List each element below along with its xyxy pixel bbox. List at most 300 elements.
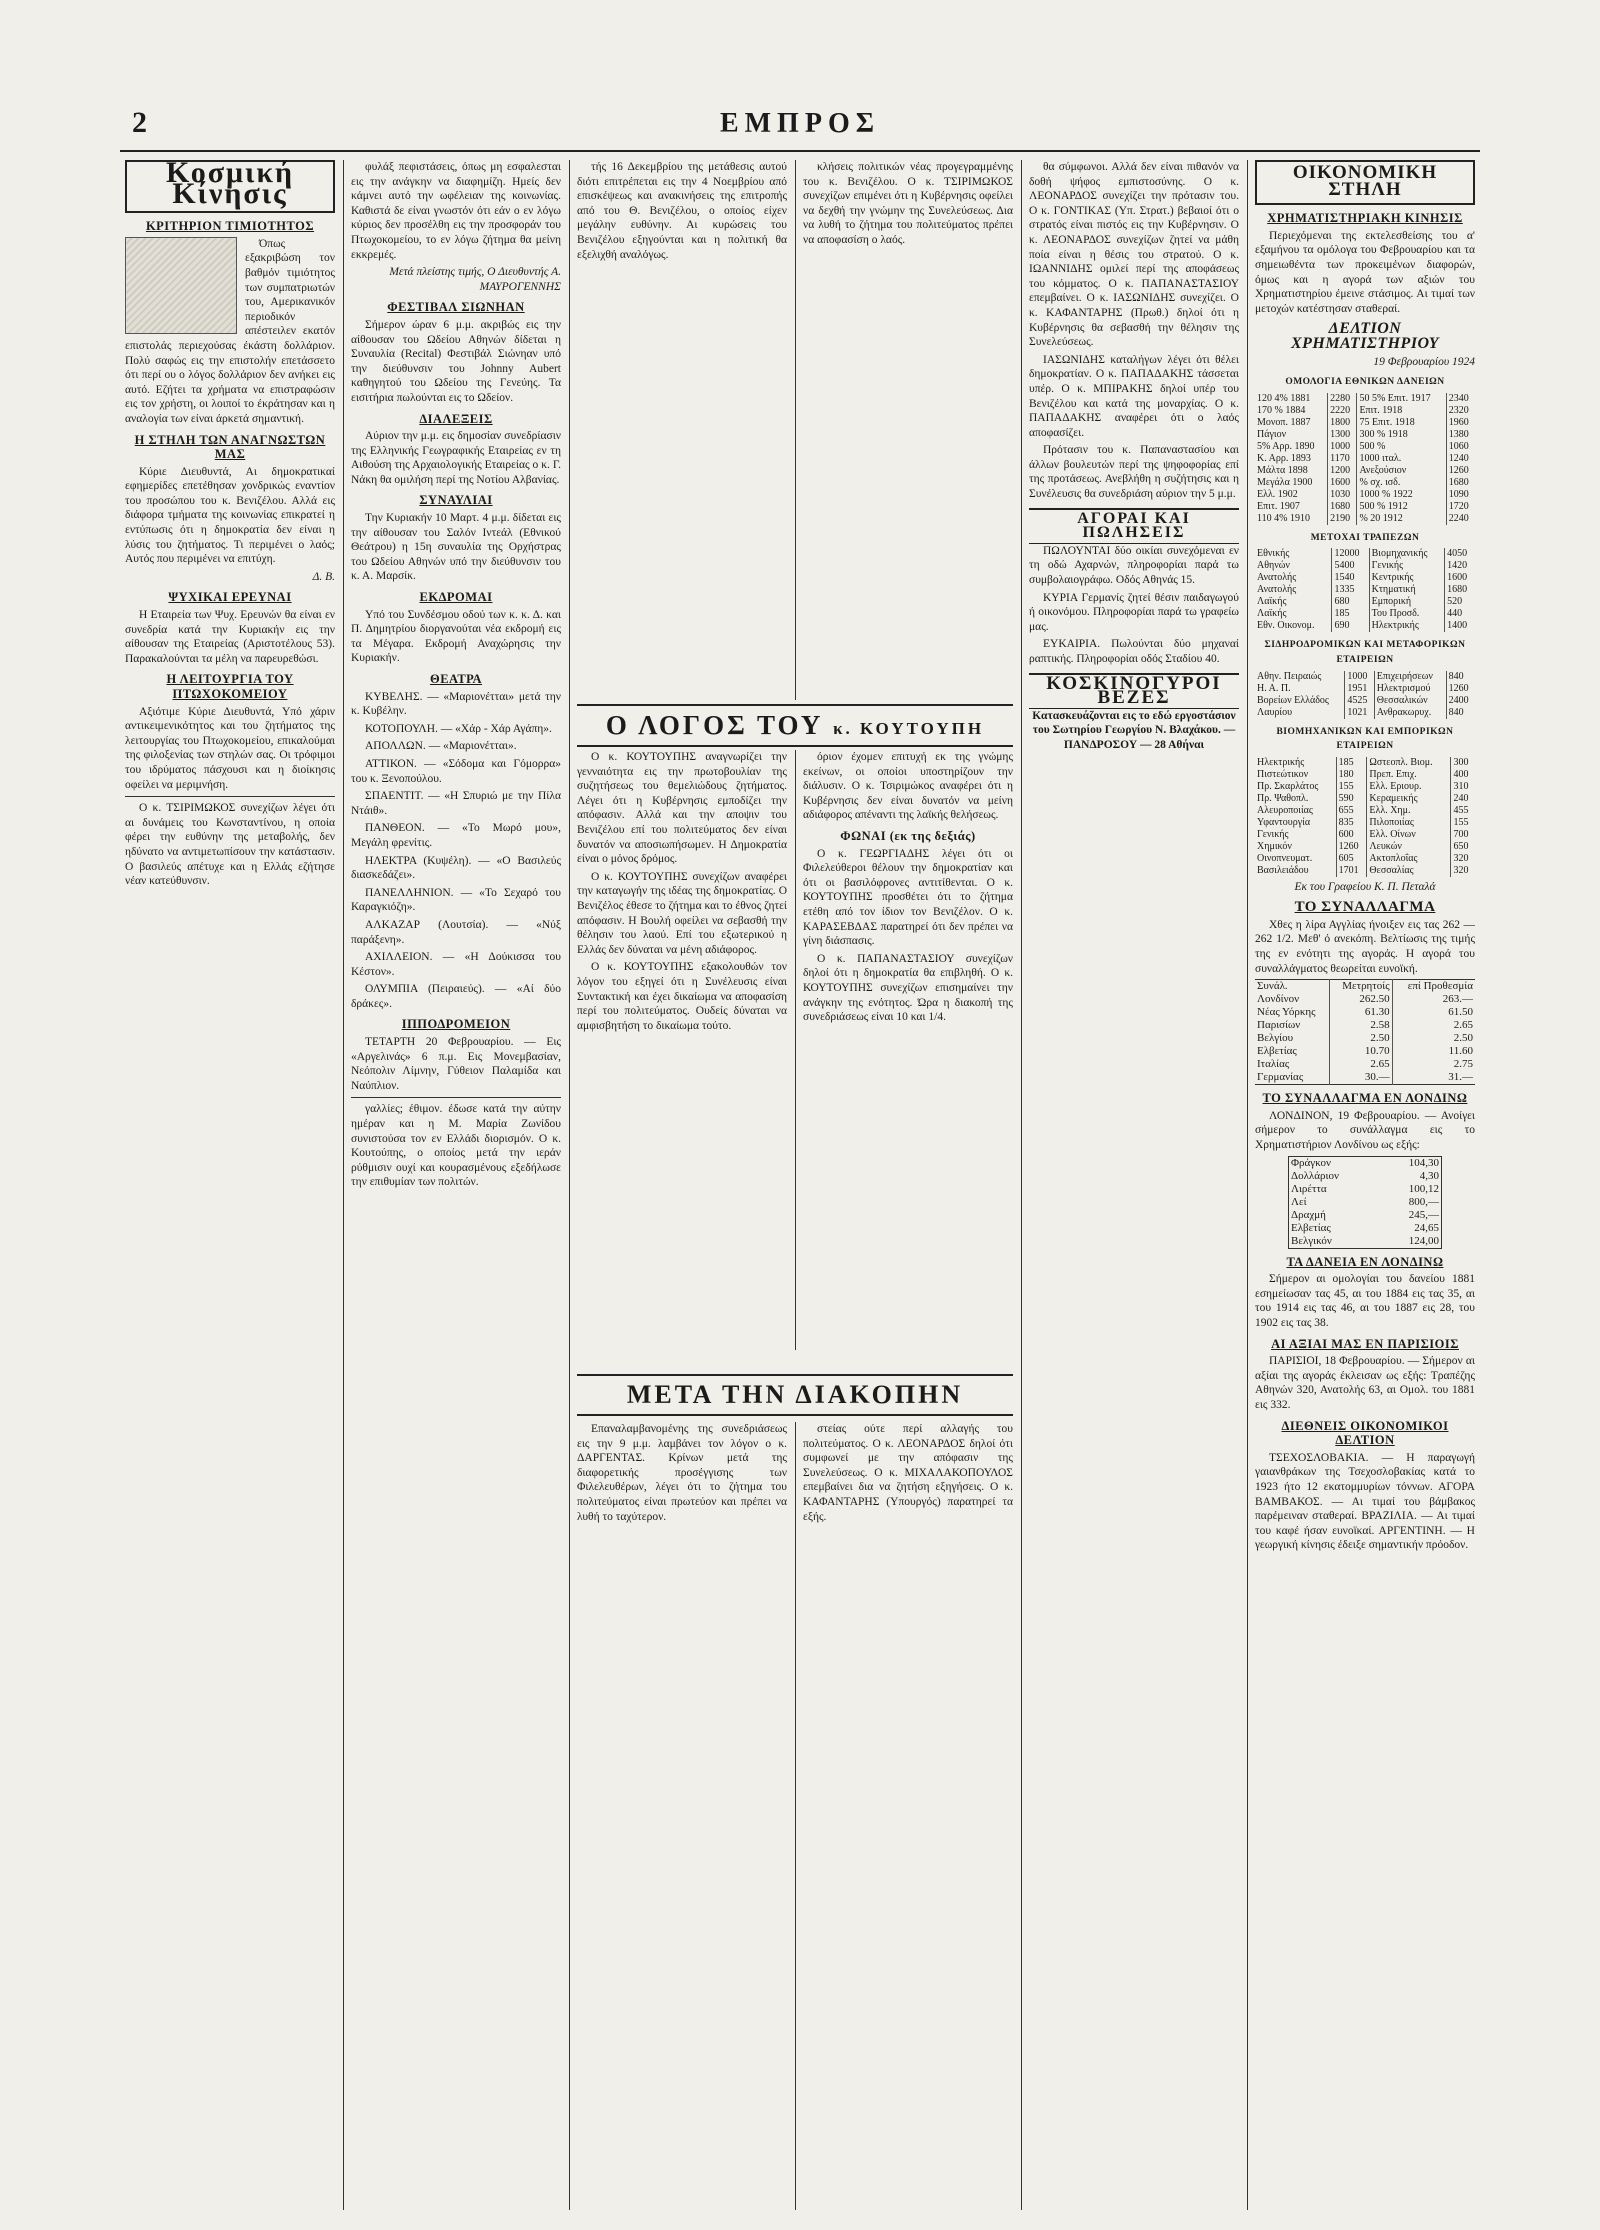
column-3-bottom: [577, 1422, 787, 2210]
article-text: Κύριε Διευθυντά, Αι δημοκρατικαί εφημερίδες επετέθησαν χονδρικώς εναντίον του προσώπου του κ. Βενιζέλου. Αλλά εις διάφορα τμήματα της κοινωνίας επικρατεί η εντύπωσις ότι η δημοκρατία δεν είναι η λύσις του ζητήματος. Τι περιμένει ο λαός; Αυτός που περιμένει να επιτύχη.: [125, 465, 335, 566]
article-text: Όπως εξακριβώση τον βαθμόν τιμιότητος των συμπατριωτών του, Αμερικανικόν περιοδικόν απέστειλεν εκατόν επιστολάς περιεχούσας έκάστη δολλάριον. Πολύ σαφώς εις την επιστολήν επετάσσετο ότι περί ου ο λόγος δολλάριον δεν ανήκει εις αυτό. Εζήτει τα χρήματα να επιστραφώσιν εις τον χρήστη, οι λοιποί το έκράτησαν και η αναλογία των είναι άρκετά σημαντική.: [125, 237, 335, 425]
table-cell: 2.50: [1453, 1032, 1473, 1045]
article-text: ΛΟΝΔΙΝΟΝ, 19 Φεβρουαρίου. — Ανοίγει σήμερον το συνάλλαγμα εις το Χρηματιστήριον Λονδίνου ως εξής:: [1255, 1109, 1475, 1152]
table-title: ΣΙΔΗΡΟΔΡΟΜΙΚΩΝ ΚΑΙ ΜΕΤΑΦΟΡΙΚΩΝ ΕΤΑΙΡΕΙΩΝ: [1264, 640, 1466, 665]
table-row: [1255, 707, 1475, 719]
table-row: [1255, 393, 1475, 405]
table-row: [1289, 1170, 1442, 1183]
table-row: [1255, 793, 1475, 805]
article-title: ΔΙΕΘΝΕΙΣ ΟΙΚΟΝΟΜΙΚΟΙ ΔΕΛΤΙΟΝ: [1281, 1418, 1449, 1448]
article-text: Ο κ. ΠΑΠΑΝΑΣΤΑΣΙΟΥ συνεχίζων δηλοί ότι η δημοκρατία θα επιβληθή. Ο κ. ΚΟΥΤΟΥΠΗΣ συνεχίζων επισημαίνει την ανάγκην της ενότητος. Ώρα η διακοπή της συνεδριάσεως είναι 10 και 1/4.: [803, 952, 1013, 1024]
table-cell: Λευκών: [1367, 841, 1451, 853]
article-text: φυλάξ πεφιστάσεις, όπως μη εσφαλεσται εις την ανάγκην να διαφημίζη. Ημείς δεν κάμνει αυτό την ωφέλειαν της κοινωνίας. Καθιστά δε είναι γνωστόν ότι εάν ο εν λόγω κύριος δεν προσέλθη εις την προσφοράν του Πτωχοκομείου, το εν λόγω ζήτημα θα μείνη εκκρεμές.: [351, 161, 561, 261]
table-cell: 2340: [1448, 392, 1469, 404]
article-title: ΔΙΑΛΕΞΕΙΣ: [419, 411, 493, 426]
table-row: [1255, 477, 1475, 489]
speech-banner: [577, 704, 1013, 747]
table-cell: 2400: [1448, 694, 1469, 706]
session-banner: ΜΕΤΑ ΤΗΝ ΔΙΑΚΟΠΗΝ: [577, 1374, 1013, 1416]
classifieds-title: ΑΓΟΡΑΙ ΚΑΙ ΠΩΛΗΣΕΙΣ: [1029, 508, 1239, 544]
session-banner-block: [577, 1370, 1013, 1422]
table-cell: 520: [1447, 596, 1463, 608]
table-cell: 700: [1453, 828, 1469, 840]
table-row: [1255, 671, 1475, 683]
table-cell: Εθν. Οικονομ.: [1255, 620, 1332, 632]
table-cell: 170 % 1884: [1255, 405, 1328, 417]
article-text: Ο κ. ΤΣΙΡΙΜΩΚΟΣ συνεχίζων λέγει ότι αι δυνάμεις του Κωνσταντίνου, η οποία φέρει την ευθύνην της μεταβολής, δεν ηδύνατο να αντιμετωπίσουν την κατάστασιν. Ο βασιλεύς απέτυχε και η Ελλάς εζήτησε νέαν κατεύθυνσιν.: [125, 802, 335, 888]
table-cell: Αθηνών: [1255, 560, 1332, 572]
table-cell: 2.58: [1330, 1019, 1392, 1032]
table-cell: Επιτ. 1907: [1255, 501, 1328, 513]
table-cell: Βελγικόν: [1291, 1234, 1332, 1247]
table-cell: 835: [1336, 817, 1367, 829]
table-cell: 155: [1336, 781, 1367, 793]
table-cell: 11.60: [1448, 1045, 1473, 1058]
table-row: [1255, 1006, 1475, 1019]
table-cell: 4,30: [1419, 1169, 1439, 1182]
table-cell: 840: [1448, 670, 1464, 682]
table-cell: Οινοπνευματ.: [1255, 853, 1336, 865]
table-title: ΜΕΤΟΧΑΙ ΤΡΑΠΕΖΩΝ: [1310, 532, 1420, 543]
table-row: [1255, 489, 1475, 501]
section-header-social: [125, 160, 335, 213]
table-row: [1255, 560, 1475, 572]
columns: [125, 160, 1475, 2210]
table-cell: 1030: [1328, 489, 1357, 501]
table-cell: Λεί: [1291, 1195, 1307, 1208]
article-title: ΤΟ ΣΥΝΑΛΛΑΓΜΑ ΕΝ ΛΟΝΔΙΝΩ: [1262, 1091, 1468, 1106]
table-cell: 1000 % 1922: [1357, 489, 1446, 501]
table-cell: Ελβετίας: [1291, 1221, 1331, 1234]
article-text: Ο κ. ΚΟΥΤΟΥΠΗΣ συνεχίζων αναφέρει την καταγωγήν της ιδέας της δημοκρατίας. Ο Βενιζέλος έθεσε το ζήτημα και το έθνος ζητεί απόφασιν. Η Βουλή οφείλει να σεβασθή την θέλησιν του λαού. Επί του εξωτερικού η Ελλάς δεν δύναται να μένη αδιάφορος.: [577, 870, 787, 956]
article-title: Η ΣΤΗΛΗ ΤΩΝ ΑΝΑΓΝΩΣΤΩΝ ΜΑΣ: [134, 432, 326, 462]
divider: [351, 1097, 561, 1098]
article-title: ΔΕΛΤΙΟΝ ΧΡΗΜΑΤΙΣΤΗΡΙΟΥ: [1290, 320, 1440, 352]
exchange-rates-table: [1255, 979, 1475, 1085]
table-row: [1255, 695, 1475, 707]
article-title: ΦΕΣΤΙΒΑΛ ΣΙΩΝΗΑΝ: [387, 300, 525, 315]
table-cell: Λαϊκής: [1255, 608, 1332, 620]
table-cell: Ελλ. Οίνων: [1367, 829, 1451, 841]
article-text: Περιεχόμεναι της εκτελεσθείσης του α' εξαμήνου τα ομόλογα του Φεβρουαρίου και τα σημειωθέντα των προκειμένων διαφορών, όμως και η αγορά των αξιών του Χρηματιστηρίου έμεινε στάσιμος. Αι τιμαί των μετοχών κατέστησαν σταθεραί.: [1255, 229, 1475, 315]
article-text: ΤΣΕΧΟΣΛΟΒΑΚΙΑ. — Η παραγωγή γαιανθράκων της Τσεχοσλοβακίας κατά το 1923 ήτο 12 εκατομμυρίων τόννων. ΑΓΟΡΑ ΒΑΜΒΑΚΟΣ. — Αι τιμαί του βάμβακος παρέμειναν σταθεραί. ΒΡΑΖΙΛΙΑ. — Αι τιμαί του καφέ ήσαν ευνοϊκαί. ΑΡΓΕΝΤΙΝΗ. — Η γεωργική κίνησις έδειξε σημαντικήν πρόοδον.: [1255, 1451, 1475, 1552]
table-cell: Βιομηχανικής: [1369, 548, 1444, 560]
article-title: ΣΥΝΑΥΛΙΑΙ: [419, 493, 493, 508]
article-title: ΤΑ ΔΑΝΕΙΑ ΕΝ ΛΟΝΔΙΝΩ: [1286, 1254, 1444, 1269]
classified-ad: ΚΥΡΙΑ Γερμανίς ζητεί θέσιν παιδαγωγού ή οικονόμου. Πληροφορίαι παρά τω γραφείω μας.: [1029, 591, 1239, 633]
table-cell: Ωστεοπλ. Βιομ.: [1367, 757, 1451, 769]
table-cell: 2.65: [1330, 1058, 1392, 1071]
table-cell: Λιρέττα: [1291, 1182, 1327, 1195]
table-cell: Παρισίων: [1255, 1019, 1330, 1032]
table-cell: 24,65: [1414, 1221, 1439, 1234]
table-cell: Δολλάριον: [1291, 1169, 1339, 1182]
table-cell: Πιστεώτικον: [1255, 769, 1336, 781]
column-1: [125, 160, 335, 2210]
table-cell: Χημικόν: [1255, 841, 1336, 853]
section-header-financial: [1255, 160, 1475, 205]
table-cell: 5% Αρρ. 1890: [1255, 441, 1328, 453]
column-divider: [1247, 160, 1248, 2210]
table-cell: 1090: [1448, 488, 1469, 500]
table-cell: 110 4% 1910: [1255, 513, 1328, 525]
table-cell: 4050: [1447, 548, 1468, 560]
table-row: [1255, 841, 1475, 853]
table-cell: 1000 ιταλ.: [1357, 453, 1446, 465]
table-row: [1255, 441, 1475, 453]
table-cell: Λαϊκής: [1255, 596, 1332, 608]
table-cell: Κεντρικής: [1369, 572, 1444, 584]
column-6: [1255, 160, 1475, 2210]
article-title: ΙΠΠΟΔΡΟΜΕΙΟΝ: [401, 1017, 511, 1032]
table-cell: 120 4% 1881: [1255, 393, 1328, 405]
table-cell: Θεσσαλίας: [1367, 865, 1451, 877]
table-row: [1255, 1032, 1475, 1045]
article-text: Ο κ. ΓΕΩΡΓΙΑΔΗΣ λέγει ότι οι Φιλελεύθεροι θέλουν την δημοκρατίαν και ότι οι βασιλόφρονες αντιτίθενται. Ο κ. ΚΟΥΤΟΥΠΗΣ προσθέτει ότι το ζήτημα ετέθη από τον ίδιον τον Βενιζέλον. Ο κ. ΚΑΡΑΣΕΒΔΑΣ παρατηρεί ότι δεν πρέπει να γίνη διάσπασις.: [803, 847, 1013, 948]
table-cell: 12000: [1332, 548, 1369, 560]
banks-table: [1255, 548, 1475, 632]
interjection-heading: ΦΩΝΑΙ (εκ της δεξιάς): [840, 828, 976, 843]
table-row: [1255, 817, 1475, 829]
table-cell: 1540: [1332, 572, 1369, 584]
article-title: ΨΥΧΙΚΑΙ ΕΡΕΥΝΑΙ: [168, 590, 292, 605]
table-cell: Ελλ. 1902: [1255, 489, 1328, 501]
article-text: Υπό του Συνδέσμου οδού των κ. κ. Δ. και Π. Δημητρίου διοργανούται νέα εκδρομή εις τα Μέγαρα. Εκδρομή Αναχώρησις την Κυριακήν.: [351, 608, 561, 665]
table-cell: 690: [1332, 620, 1369, 632]
table-title: ΟΜΟΛΟΓΙΑ ΕΘΝΙΚΩΝ ΔΑΝΕΙΩΝ: [1285, 377, 1445, 388]
article-text: όριον έχομεν επιτυχή εκ της γνώμης εκείνων, οι οποίοι υποστηρίζουν την διάλυσιν. Ο κ. Τσιριμώκος αναφέρει ότι η Κυβέρνησις δεν είναι δυνατόν να μείνη αδιάφορος απέναντι της λαϊκής θελήσεως.: [803, 751, 1013, 822]
article-title: ΧΡΗΜΑΤΙΣΤΗΡΙΑΚΗ ΚΙΝΗΣΙΣ: [1267, 211, 1463, 226]
table-cell: Δραχμή: [1291, 1208, 1326, 1221]
column-divider: [343, 160, 344, 2210]
table-cell: 650: [1453, 840, 1469, 852]
table-cell: 245,—: [1408, 1208, 1439, 1221]
article-text: Ο κ. ΚΟΥΤΟΥΠΗΣ εξακολουθών τον λόγον του εξηγεί ότι η Συνέλευσις είναι Συντακτική και έχει δικαίωμα να αποφασίση περί του πολιτεύματος. Ουδείς δύναται να αμφισβητήση το δικαίωμα τούτο.: [577, 961, 787, 1032]
table-cell: Υφαντουργία: [1255, 817, 1336, 829]
table-cell: Ελβετίας: [1255, 1045, 1330, 1058]
table-cell: Αλευροποιίας: [1255, 805, 1336, 817]
table-row: [1255, 1019, 1475, 1032]
table-cell: Ιταλίας: [1255, 1058, 1330, 1071]
theatre-listing: ΟΛΥΜΠΙΑ (Πειραιεύς). — «Αί δύο δράκες».: [351, 983, 561, 1010]
table-cell: Του Προσδ.: [1369, 608, 1444, 620]
table-cell: Αθην. Πειραιώς: [1255, 671, 1345, 683]
table-cell: 1420: [1447, 560, 1468, 572]
theatre-listing: ΑΤΤΙΚΟΝ. — «Σόδομα και Γόμορρα» του κ. Ξενοπούλου.: [351, 757, 561, 785]
classified-ad: ΕΥΚΑΙΡΙΑ. Πωλούνται δύο μηχαναί ραπτικής. Πληροφορίαι οδός Σταδίου 40.: [1029, 638, 1239, 665]
article-title: Η ΛΕΙΤΟΥΡΓΙΑ ΤΟΥ ΠΤΩΧΟΚΟΜΕΙΟΥ: [166, 672, 294, 701]
table-title: ΒΙΟΜΗΧΑΝΙΚΩΝ ΚΑΙ ΕΜΠΟΡΙΚΩΝ ΕΤΑΙΡΕΙΩΝ: [1276, 726, 1454, 752]
table-cell: 655: [1336, 805, 1367, 817]
column-divider: [795, 160, 796, 700]
table-cell: 680: [1332, 596, 1369, 608]
table-cell: Κεραμεικής: [1367, 793, 1451, 805]
table-cell: 5400: [1332, 560, 1369, 572]
page-number: 2: [132, 106, 147, 139]
column-divider: [569, 160, 570, 2210]
theatre-listing: ΑΧΙΛΛΕΙΟΝ. — «Η Δούκισσα του Κέστον».: [351, 951, 561, 978]
theatre-listing: ΠΑΝΕΛΛΗΝΙΟΝ. — «Το Σεχαρό του Καραγκιόζη».: [351, 886, 561, 914]
table-cell: 263.—: [1442, 993, 1473, 1006]
table-row: [1255, 853, 1475, 865]
table-cell: 104,30: [1408, 1156, 1439, 1169]
table-row: [1255, 405, 1475, 417]
table-cell: 185: [1332, 608, 1369, 620]
theatre-listing: ΗΛΕΚΤΡΑ (Κυψέλη). — «Ο Βασιλεύς διασκεδάζει».: [351, 854, 561, 882]
table-cell: Ανεξούσιον: [1357, 465, 1446, 477]
table-cell: 2.65: [1453, 1019, 1473, 1032]
table-cell: Γενικής: [1255, 829, 1336, 841]
top-rule: [120, 150, 1480, 152]
table-cell: 30.—: [1330, 1071, 1392, 1085]
transport-table: [1255, 671, 1475, 719]
table-cell: 1380: [1448, 428, 1469, 440]
table-cell: 2190: [1328, 513, 1357, 525]
article-text: ΠΑΡΙΣΙΟΙ, 18 Φεβρουαρίου. — Σήμερον αι αξίαι της αγοράς έκλεισαν ως εξής: Τραπέζης Αθηνών 320, Ανατολής 63, αι Ομολ. του 1881 εις 332.: [1255, 1355, 1475, 1411]
table-cell: 31.—: [1448, 1071, 1473, 1084]
table-cell: 1701: [1336, 865, 1367, 877]
table-cell: Επιχειρήσεων: [1374, 671, 1446, 683]
section-title: Κοσμική Κίνησις: [165, 160, 295, 210]
speech-banner-block: [577, 700, 1013, 753]
article-text: γαλλίες; έθιμον. έδωσε κατά την αύτην ημέραν και η Μ. Μαρία Ζωνίδου συνιστούσα τον εν Ελλάδι διορισμόν. Ο κ. Κουτούπης, ο οποίος μετά την ιεράν ρύθμισιν ουχί και κουρασμένους εξεδήλωσε την επιθυμίαν των πολιτών.: [351, 1103, 561, 1189]
table-cell: Ακτοπλοΐας: [1367, 853, 1451, 865]
table-cell: 61.50: [1448, 1006, 1473, 1019]
table-row: [1289, 1183, 1442, 1196]
table-row: [1255, 501, 1475, 513]
table-cell: Πρ. Ψαθοπλ.: [1255, 793, 1336, 805]
table-row: [1255, 429, 1475, 441]
table-cell: Πιλοποιίας: [1367, 817, 1451, 829]
article-text: τής 16 Δεκεμβρίου της μετάθεσις αυτού διότι επιτρέπεται εις την 4 Νοεμβρίου από επισκέψεως και ανακινήσεις της επιτροπής από του Θ. Βενιζέλου, ο οποίος είχεν μεγάλην ευθύνην. Αι κυρώσεις του Βενιζέλου εξηγούνται και η πολιτική θα εξελιχθή αναλόγως.: [577, 161, 787, 261]
table-row: [1255, 683, 1475, 695]
table-row: [1255, 584, 1475, 596]
table-cell: 1000: [1345, 671, 1374, 683]
table-row: [1255, 465, 1475, 477]
table-cell: 500 % 1912: [1357, 501, 1446, 513]
table-cell: 440: [1447, 608, 1463, 620]
advertisement-text: Κατασκευάζονται εις το εδώ εργοστάσιον του Σωτηρίου Γεωργίου Ν. Βλαχάκου. — ΠΑΝΔΡΟΣΟΥ — 28 Αθήναι: [1032, 709, 1236, 751]
table-row: [1255, 596, 1475, 608]
table-cell: Πάγιον: [1255, 429, 1328, 441]
table-cell: 400: [1453, 768, 1469, 780]
table-cell: 185: [1336, 757, 1367, 769]
table-cell: 500 %: [1357, 441, 1446, 453]
article-text: κλήσεις πολιτικών νέας προγεγραμμένης του κ. Βενιζέλου. Ο κ. ΤΣΙΡΙΜΩΚΟΣ συνεχίζων επιμένει ότι η Κυβέρνησις οφείλει να δεχθή την γνώμην της Συνελεύσεως. Δια να λυθή το ζήτημα του πολιτεύματος πρέπει να αποφασίση ο λαός.: [803, 161, 1013, 246]
column-2: [351, 160, 561, 2210]
column-4-bottom: [803, 1422, 1013, 2210]
article-text: Την Κυριακήν 10 Μαρτ. 4 μ.μ. δίδεται εις την αίθουσαν του Σαλόν Ιντεάλ (Εθνικού Θεάτρου) η 15η συναυλία της Ορχήστρας του Ωδείου Αθηνών υπό την διεύθυνσιν του κ. Α. Μαρσίκ.: [351, 512, 561, 583]
column-divider: [1021, 160, 1022, 2210]
table-cell: Κ. Αρρ. 1893: [1255, 453, 1328, 465]
table-cell: 61.30: [1330, 1006, 1392, 1019]
table-cell: Η. Α. Π.: [1255, 683, 1345, 695]
table-cell: 1800: [1328, 417, 1357, 429]
article-text: Σήμερον αι ομολογίαι του δανείου 1881 εσημείωσαν τας 45, αι του 1884 εις τας 35, αι του 1914 εις τας 46, αι του 1887 εις 28, του 1902 εις τας 38.: [1255, 1273, 1475, 1329]
bulletin-date: 19 Φεβρουαρίου 1924: [1373, 355, 1475, 368]
theatre-listing: ΚΟΤΟΠΟΥΛΗ. — «Χάρ - Χάρ Αγάπη».: [365, 722, 552, 735]
table-cell: Λονδίνον: [1255, 993, 1330, 1006]
table-cell: 1960: [1448, 416, 1469, 428]
table-cell: 75 Επιτ. 1918: [1357, 417, 1446, 429]
article-text: Επαναλαμβανομένης της συνεδριάσεως εις την 9 μ.μ. λαμβάνει τον λόγον ο κ. ΔΑΡΓΕΝΤΑΣ. Κρίνων μετά της διαφορετικής προσέγγισης των Φιλελευθέρων, λέγει ότι το ζήτημα του πολιτεύματος είναι πρωτεύον και πρέπει να λυθή το ταχύτερον.: [577, 1423, 787, 1523]
article-text: Χθες η λίρα Αγγλίας ήνοιξεν εις τας 262 — 262 1/2. Μεθ' ό ανεκόπη. Βελτίωσις της τιμής της εν ενότητι της αγοράς. Η αγορά του συναλλάγματος θεωρείται ευνοϊκή.: [1255, 918, 1475, 975]
column-divider: [795, 750, 796, 1350]
divider: [125, 796, 335, 797]
london-rates-table: [1288, 1156, 1442, 1249]
table-cell: 155: [1453, 816, 1469, 828]
table-cell: 1335: [1332, 584, 1369, 596]
table-row: [1255, 513, 1475, 525]
theatre-listing: ΑΛΚΑΖΑΡ (Λουτσία). — «Νύξ παράξενη».: [351, 918, 561, 946]
table-cell: Ελλ. Εριουρ.: [1367, 781, 1451, 793]
table-cell: Πρ. Σκαρλάτος: [1255, 781, 1336, 793]
table-cell: Ηλεκτρισμού: [1374, 683, 1446, 695]
table-cell: 262.50: [1330, 993, 1392, 1006]
table-row: [1255, 620, 1475, 632]
table-cell: Ηλεκτρικής: [1369, 620, 1444, 632]
illustration-image: [125, 237, 237, 334]
table-cell: 2.75: [1453, 1058, 1473, 1071]
table-cell: % 20 1912: [1357, 513, 1446, 525]
table-cell: 300 % 1918: [1357, 429, 1446, 441]
table-cell: 100,12: [1408, 1182, 1439, 1195]
column-divider: [795, 1422, 796, 2210]
table-cell: 320: [1453, 864, 1469, 876]
table-cell: 320: [1453, 852, 1469, 864]
rates-header: Συνάλ.: [1255, 980, 1330, 994]
table-row: [1255, 572, 1475, 584]
article-text: Πρότασιν του κ. Παπαναστασίου και άλλων βουλευτών περί της ψηφοφορίας επί της προτάσεως. Ανεβλήθη η συζήτησις και η Συνέλευσις θα συνεδριάση αύριον την 5 μ.μ.: [1029, 444, 1239, 501]
table-cell: 124,00: [1408, 1234, 1439, 1247]
table-row: [1255, 781, 1475, 793]
table-cell: 4525: [1345, 695, 1374, 707]
table-cell: Μάλτα 1898: [1255, 465, 1328, 477]
theatre-listing: ΠΑΝΘΕΟΝ. — «Το Μωρό μου», Μεγάλη φρενίτις.: [351, 822, 561, 849]
article-text: ΙΑΣΩΝΙΔΗΣ καταλήγων λέγει ότι θέλει δημοκρατίαν. Ο κ. ΠΑΠΑΔΑΚΗΣ τάσσεται υπέρ. Ο κ. ΜΠΙΡΑΚΗΣ δηλοί υπέρ του Βενιζέλου και κατά της μοναρχίας. Ο κ. ΠΑΠΑΔΑΚΗΣ αναφέρει ότι ο λαός αποφασίζει.: [1029, 353, 1239, 439]
table-cell: 1600: [1328, 477, 1357, 489]
speech-banner-suffix: κ. ΚΟΥΤΟΥΠΗ: [833, 719, 985, 738]
article-text: Αύριον την μ.μ. εις δημοσίαν συνεδρίασιν της Ελληνικής Γεωγραφικής Εταιρείας εν τη Αιθούση της Αρχαιολογικής Εταιρείας ο κ. Γ. Νάκη θα ομιλήση περί της Νοτίου Αλβανίας.: [351, 430, 561, 486]
article-title: ΕΚΔΡΟΜΑΙ: [419, 590, 493, 605]
article-title: ΑΙ ΑΞΙΑΙ ΜΑΣ ΕΝ ΠΑΡΙΣΙΟΙΣ: [1271, 1336, 1459, 1351]
table-cell: 1720: [1448, 500, 1469, 512]
table-row: [1255, 1058, 1475, 1071]
table-cell: % σχ. ισδ.: [1357, 477, 1446, 489]
table-cell: 2.50: [1330, 1032, 1392, 1045]
table-cell: Εθνικής: [1255, 548, 1332, 560]
article-signature: Μετά πλείστης τιμής, Ο Διευθυντής Α. ΜΑΥΡΟΓΕΝΝΗΣ: [389, 266, 561, 293]
table-cell: 10.70: [1330, 1045, 1392, 1058]
table-row: [1289, 1235, 1442, 1249]
table-cell: 1400: [1447, 620, 1468, 632]
table-row: [1255, 769, 1475, 781]
table-cell: 1021: [1345, 707, 1374, 719]
table-cell: 590: [1336, 793, 1367, 805]
industry-table: [1255, 757, 1475, 877]
table-row: [1289, 1222, 1442, 1235]
table-cell: Βασιλειάδου: [1255, 865, 1336, 877]
table-cell: 1200: [1328, 465, 1357, 477]
table-row: [1255, 453, 1475, 465]
table-cell: 2220: [1328, 405, 1357, 417]
table-credit: Εκ του Γραφείου Κ. Π. Πεταλά: [1294, 880, 1436, 893]
table-cell: 605: [1336, 853, 1367, 865]
table-cell: 840: [1448, 706, 1464, 718]
article-text: Σήμερον ώραν 6 μ.μ. ακριβώς εις την αίθουσαν του Ωδείου Αθηνών δίδεται η Συναυλία (Recital) Φεστιβάλ Σιώνηαν υπό την διεύθυνσιν του Johnny Aubert καθηγητού του Ωδείου της Γενεύης. Τα εισιτήρια πωλούνται εις το Ωδείον.: [351, 318, 561, 404]
table-cell: 1600: [1447, 572, 1468, 584]
table-cell: 2320: [1448, 404, 1469, 416]
table-cell: 310: [1453, 780, 1469, 792]
classified-ad: ΠΩΛΟΥΝΤΑΙ δύο οικίαι συνεχόμεναι εν τη οδώ Αχαρνών, πληροφορίαι παρά τω συμβολαιογράφω. Οδός Αθηνάς 15.: [1029, 544, 1239, 587]
table-row: [1255, 548, 1475, 560]
table-cell: Μεγάλα 1900: [1255, 477, 1328, 489]
table-cell: Ανατολής: [1255, 584, 1332, 596]
speech-banner-prefix: Ο ΛΟΓΟΣ ΤΟΥ: [605, 710, 824, 740]
section-title: ΟΙΚΟΝΟΜΙΚΗ ΣΤΗΛΗ: [1292, 162, 1438, 200]
table-row: [1255, 865, 1475, 877]
table-cell: Βορείων Ελλάδος: [1255, 695, 1345, 707]
table-cell: Επιτ. 1918: [1357, 405, 1446, 417]
article-text: θα σύμφωνοι. Αλλά δεν είναι πιθανόν να δοθή ψήφος εμπιστοσύνης. Ο κ. ΛΕΟΝΑΡΔΟΣ συνεχίζει την πρότασιν του. Ο κ. ΓΟΝΤΙΚΑΣ (Υπ. Στρατ.) βεβαιοί ότι ο στρατός είναι πιστός εις την Κυβέρνησιν. Ο κ. ΛΕΟΝΑΡΔΟΣ συνεχίζων ζητεί να μάθη ποία είναι η θέσις του στρατού. Ο κ. ΙΩΑΝΝΙΔΗΣ ομιλεί περί της αποφάσεως του κόμματος. Ο κ. ΠΑΠΑΝΑΣΤΑΣΙΟΥ επεμβαίνει. Ο κ. ΙΑΣΩΝΙΔΗΣ συνεχίζει. Ο κ. ΚΑΦΑΝΤΑΡΗΣ (Πρωθ.) δηλοί ότι η Κυβέρνησις θα σεβασθή την θέλησιν της Συνελεύσεως.: [1029, 161, 1239, 349]
table-cell: Γενικής: [1369, 560, 1444, 572]
table-cell: Λαυρίου: [1255, 707, 1345, 719]
table-cell: 1260: [1448, 464, 1469, 476]
table-row: [1289, 1156, 1442, 1170]
table-cell: 50 5% Επιτ. 1917: [1357, 393, 1446, 405]
table-cell: Ανθρακωρυχ.: [1374, 707, 1446, 719]
article-text: ΤΕΤΑΡΤΗ 20 Φεβρουαρίου. — Εις «Αργελινάς» 6 π.μ. Εις Μονεμβασίαν, Νεόπολιν Λίμνην, Γύθειον Παλαμίδα και Ναύπλιον.: [351, 1036, 561, 1092]
table-cell: 800,—: [1408, 1195, 1439, 1208]
table-row: [1255, 829, 1475, 841]
article-text: Η Εταιρεία των Ψυχ. Ερευνών θα είναι εν συνεδρία κατά την Κυριακήν εις την αίθουσαν της Εταιρείας (Αριστοτέλους 53). Παρακαλούνται τα μέλη να παρευρεθώσι.: [125, 609, 335, 665]
table-cell: Ανατολής: [1255, 572, 1332, 584]
table-cell: 1680: [1328, 501, 1357, 513]
theatre-listing: ΣΠΑΕΝΤΙΤ. — «Η Σπυριώ με την Πίλα Ντάιθ».: [351, 790, 561, 817]
table-cell: Νέας Υόρκης: [1255, 1006, 1330, 1019]
table-row: [1289, 1209, 1442, 1222]
table-cell: 1951: [1345, 683, 1374, 695]
advertisement-title: ΚΟΣΚΙΝΟΓΥΡΟΙ ΒΕΖΕΣ: [1029, 673, 1239, 709]
table-row: [1255, 993, 1475, 1006]
table-cell: 1260: [1448, 682, 1469, 694]
rates-header: επί Προθεσμία: [1407, 980, 1473, 993]
table-cell: 2240: [1448, 512, 1469, 524]
table-cell: 600: [1336, 829, 1367, 841]
table-row: [1255, 608, 1475, 620]
article-text: Αξιότιμε Κύριε Διευθυντά, Υπό χάριν αντικειμενικότητος και του ζητήματος της λειτουργίας του Πτωχοκομείου, επικαλούμαι της φιλοξενίας των στηλών σας. Οι τρόφιμοι του ιδρύματος πάσχουσι και η διοίκησις οφείλει να μεριμνήση.: [125, 705, 335, 791]
table-row: [1255, 417, 1475, 429]
table-cell: 300: [1453, 756, 1469, 768]
table-cell: Μονοπ. 1887: [1255, 417, 1328, 429]
table-cell: Γερμανίας: [1255, 1071, 1330, 1085]
table-cell: Κτηματική: [1369, 584, 1444, 596]
bonds-table: [1255, 393, 1475, 525]
table-cell: 1300: [1328, 429, 1357, 441]
table-row: [1255, 1045, 1475, 1058]
article-signature: Δ. Β.: [312, 570, 335, 583]
table-cell: 1240: [1448, 452, 1469, 464]
table-cell: Ηλεκτρικής: [1255, 757, 1336, 769]
table-cell: 455: [1453, 804, 1469, 816]
table-cell: 240: [1453, 792, 1469, 804]
article-title: ΚΡΙΤΗΡΙΟΝ ΤΙΜΙΟΤΗΤΟΣ: [145, 219, 315, 234]
table-cell: 2280: [1328, 393, 1357, 405]
table-cell: Ελλ. Χημ.: [1367, 805, 1451, 817]
theatre-listing: ΑΠΟΛΛΩΝ. — «Μαριονέτται».: [365, 740, 517, 753]
table-cell: 1680: [1448, 476, 1469, 488]
table-row: [1289, 1196, 1442, 1209]
